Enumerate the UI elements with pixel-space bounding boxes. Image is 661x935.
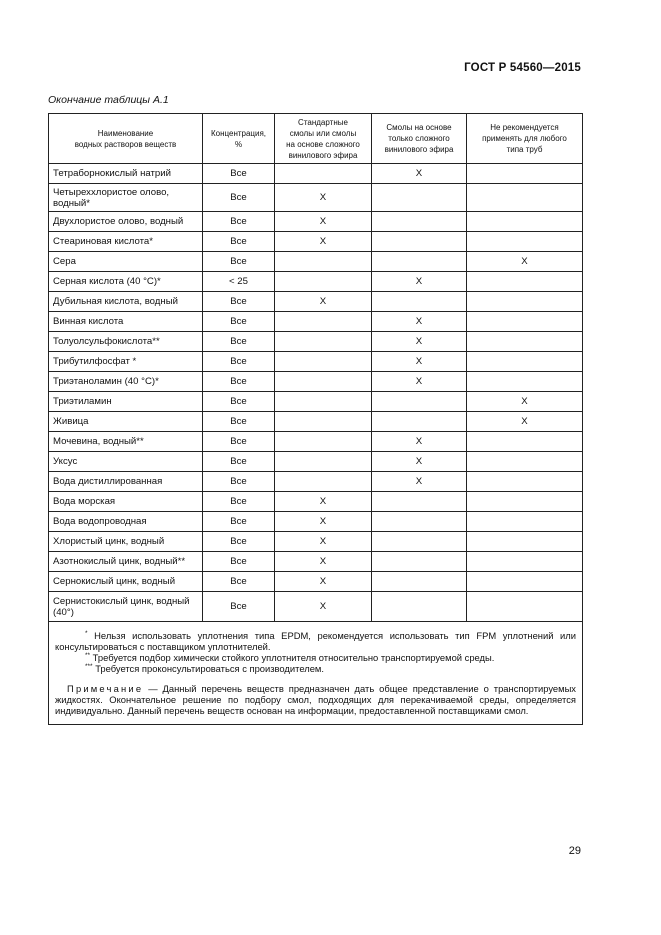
table-row: [49, 392, 583, 412]
cell-concentration: Все: [203, 352, 275, 372]
cell-standard-resins-mark: X: [275, 592, 372, 622]
cell-not-recommended-mark: [467, 432, 583, 452]
cell-vinyl-ester-mark: [372, 552, 467, 572]
cell-substance-name: Вода морская: [49, 492, 203, 512]
cell-standard-resins-mark: X: [275, 572, 372, 592]
cell-substance-name: Вода дистиллированная: [49, 472, 203, 492]
cell-standard-resins-mark: [275, 412, 372, 432]
cell-not-recommended-mark: [467, 272, 583, 292]
cell-standard-resins-mark: X: [275, 512, 372, 532]
column-header-not-recommended: Не рекомендуется применять для любого типа труб: [467, 114, 583, 164]
cell-standard-resins-mark: [275, 252, 372, 272]
cell-standard-resins-mark: [275, 472, 372, 492]
cell-substance-name: Триэтиламин: [49, 392, 203, 412]
cell-concentration: Все: [203, 164, 275, 184]
cell-concentration: Все: [203, 432, 275, 452]
cell-vinyl-ester-mark: [372, 532, 467, 552]
cell-not-recommended-mark: [467, 164, 583, 184]
document-code: ГОСТ Р 54560—2015: [464, 62, 581, 74]
cell-not-recommended-mark: [467, 572, 583, 592]
note-label: Примечание: [67, 683, 144, 694]
cell-standard-resins-mark: [275, 312, 372, 332]
table-note: [55, 683, 576, 716]
cell-not-recommended-mark: [467, 184, 583, 212]
cell-standard-resins-mark: X: [275, 552, 372, 572]
cell-concentration: Все: [203, 232, 275, 252]
cell-concentration: Все: [203, 392, 275, 412]
cell-vinyl-ester-mark: X: [372, 352, 467, 372]
table-row: [49, 252, 583, 272]
page-number: 29: [568, 845, 581, 857]
footnote-1: [55, 630, 576, 652]
cell-vinyl-ester-mark: X: [372, 332, 467, 352]
cell-concentration: Все: [203, 512, 275, 532]
cell-substance-name: Сернистокислый цинк, водный (40°): [49, 592, 203, 622]
cell-substance-name: Сернокислый цинк, водный: [49, 572, 203, 592]
footnote-1-mark: *: [85, 629, 88, 637]
footnote-2: [55, 652, 576, 663]
cell-substance-name: Триэтаноламин (40 °С)*: [49, 372, 203, 392]
table-row: [49, 552, 583, 572]
cell-standard-resins-mark: X: [275, 492, 372, 512]
cell-substance-name: Тетраборнокислый натрий: [49, 164, 203, 184]
table-row: [49, 592, 583, 622]
cell-standard-resins-mark: [275, 272, 372, 292]
cell-vinyl-ester-mark: [372, 184, 467, 212]
footnote-2-mark: **: [85, 651, 91, 659]
table-row: [49, 532, 583, 552]
cell-not-recommended-mark: [467, 592, 583, 622]
cell-vinyl-ester-mark: X: [372, 372, 467, 392]
column-header-vinyl-ester-resins: Смолы на основе только сложного винилового эфира: [372, 114, 467, 164]
cell-concentration: Все: [203, 184, 275, 212]
cell-concentration: Все: [203, 552, 275, 572]
cell-substance-name: Мочевина, водный**: [49, 432, 203, 452]
cell-concentration: Все: [203, 292, 275, 312]
table-row: [49, 164, 583, 184]
cell-not-recommended-mark: [467, 532, 583, 552]
footnote-1-text: Нельзя использовать уплотнения типа EPDM, рекомендуется использовать тип FPM уплотнений или консультироваться с поставщиком уплотнителей.: [55, 630, 577, 652]
table-header-row: [49, 114, 583, 164]
table-row: [49, 472, 583, 492]
cell-vinyl-ester-mark: [372, 592, 467, 622]
cell-concentration: Все: [203, 312, 275, 332]
cell-standard-resins-mark: [275, 164, 372, 184]
cell-substance-name: Живица: [49, 412, 203, 432]
cell-not-recommended-mark: [467, 472, 583, 492]
cell-standard-resins-mark: [275, 352, 372, 372]
cell-concentration: Все: [203, 452, 275, 472]
table-row: [49, 432, 583, 452]
cell-standard-resins-mark: X: [275, 212, 372, 232]
cell-vinyl-ester-mark: X: [372, 312, 467, 332]
cell-not-recommended-mark: [467, 232, 583, 252]
table-body: [49, 164, 583, 622]
cell-vinyl-ester-mark: X: [372, 272, 467, 292]
cell-substance-name: Вода водопроводная: [49, 512, 203, 532]
cell-vinyl-ester-mark: X: [372, 472, 467, 492]
cell-not-recommended-mark: X: [467, 412, 583, 432]
cell-substance-name: Толуолсульфокислота**: [49, 332, 203, 352]
cell-concentration: Все: [203, 572, 275, 592]
cell-concentration: Все: [203, 252, 275, 272]
table-row: [49, 492, 583, 512]
cell-concentration: < 25: [203, 272, 275, 292]
cell-standard-resins-mark: [275, 372, 372, 392]
cell-standard-resins-mark: X: [275, 292, 372, 312]
table-row: [49, 372, 583, 392]
cell-substance-name: Дубильная кислота, водный: [49, 292, 203, 312]
cell-vinyl-ester-mark: X: [372, 452, 467, 472]
cell-substance-name: Четыреххлористое олово, водный*: [49, 184, 203, 212]
table-caption: Окончание таблицы А.1: [48, 94, 169, 106]
cell-concentration: Все: [203, 332, 275, 352]
column-header-concentration: Концентрация, %: [203, 114, 275, 164]
table-row: [49, 292, 583, 312]
cell-standard-resins-mark: [275, 432, 372, 452]
cell-vinyl-ester-mark: [372, 412, 467, 432]
cell-standard-resins-mark: [275, 392, 372, 412]
cell-vinyl-ester-mark: [372, 572, 467, 592]
cell-vinyl-ester-mark: [372, 212, 467, 232]
cell-vinyl-ester-mark: [372, 232, 467, 252]
cell-substance-name: Винная кислота: [49, 312, 203, 332]
cell-standard-resins-mark: X: [275, 184, 372, 212]
table-row: [49, 312, 583, 332]
notes-cell: [49, 622, 583, 725]
cell-not-recommended-mark: [467, 292, 583, 312]
cell-not-recommended-mark: X: [467, 252, 583, 272]
table-row: [49, 332, 583, 352]
table-row: [49, 572, 583, 592]
table-row: [49, 352, 583, 372]
table-row: [49, 232, 583, 252]
table-row: [49, 412, 583, 432]
cell-not-recommended-mark: [467, 552, 583, 572]
cell-vinyl-ester-mark: [372, 292, 467, 312]
cell-vinyl-ester-mark: [372, 492, 467, 512]
table-row: [49, 184, 583, 212]
notes-row: [49, 622, 583, 725]
column-header-standard-resins: Стандартные смолы или смолы на основе сложного винилового эфира: [275, 114, 372, 164]
footnote-3-mark: ***: [85, 662, 93, 670]
cell-not-recommended-mark: [467, 352, 583, 372]
cell-not-recommended-mark: [467, 372, 583, 392]
cell-standard-resins-mark: [275, 452, 372, 472]
cell-concentration: Все: [203, 212, 275, 232]
cell-vinyl-ester-mark: X: [372, 432, 467, 452]
footnote-2-text: Требуется подбор химически стойкого уплотнителя относительно транспортируемой среды.: [92, 652, 495, 663]
cell-concentration: Все: [203, 492, 275, 512]
cell-not-recommended-mark: X: [467, 392, 583, 412]
cell-concentration: Все: [203, 472, 275, 492]
cell-standard-resins-mark: X: [275, 532, 372, 552]
cell-substance-name: Сера: [49, 252, 203, 272]
cell-not-recommended-mark: [467, 332, 583, 352]
cell-substance-name: Двухлористое олово, водный: [49, 212, 203, 232]
cell-substance-name: Хлористый цинк, водный: [49, 532, 203, 552]
cell-vinyl-ester-mark: [372, 252, 467, 272]
cell-vinyl-ester-mark: [372, 392, 467, 412]
table-row: [49, 512, 583, 532]
cell-concentration: Все: [203, 372, 275, 392]
footnote-3: [55, 663, 576, 674]
cell-not-recommended-mark: [467, 312, 583, 332]
table-row: [49, 212, 583, 232]
cell-vinyl-ester-mark: [372, 512, 467, 532]
cell-not-recommended-mark: [467, 512, 583, 532]
cell-not-recommended-mark: [467, 452, 583, 472]
cell-substance-name: Серная кислота (40 °С)*: [49, 272, 203, 292]
cell-vinyl-ester-mark: X: [372, 164, 467, 184]
cell-not-recommended-mark: [467, 492, 583, 512]
cell-not-recommended-mark: [467, 212, 583, 232]
resin-compatibility-table: [48, 113, 583, 725]
note-text: — Данный перечень веществ предназначен дать общее представление о транспортируемых жидкостях. Окончательное решение по подбору смол, подходящих для перекачиваемой среды, определяется индивидуально. Данный перечень веществ основан на информации, предоставленной поставщиками смол.: [55, 683, 576, 716]
cell-substance-name: Уксус: [49, 452, 203, 472]
cell-standard-resins-mark: [275, 332, 372, 352]
table-row: [49, 272, 583, 292]
cell-concentration: Все: [203, 592, 275, 622]
cell-substance-name: Азотнокислый цинк, водный**: [49, 552, 203, 572]
cell-concentration: Все: [203, 532, 275, 552]
cell-substance-name: Трибутилфосфат *: [49, 352, 203, 372]
cell-concentration: Все: [203, 412, 275, 432]
column-header-name: Наименование водных растворов веществ: [49, 114, 203, 164]
table-row: [49, 452, 583, 472]
cell-standard-resins-mark: X: [275, 232, 372, 252]
footnote-3-text: Требуется проконсультироваться с производителем.: [95, 663, 324, 674]
cell-substance-name: Стеариновая кислота*: [49, 232, 203, 252]
